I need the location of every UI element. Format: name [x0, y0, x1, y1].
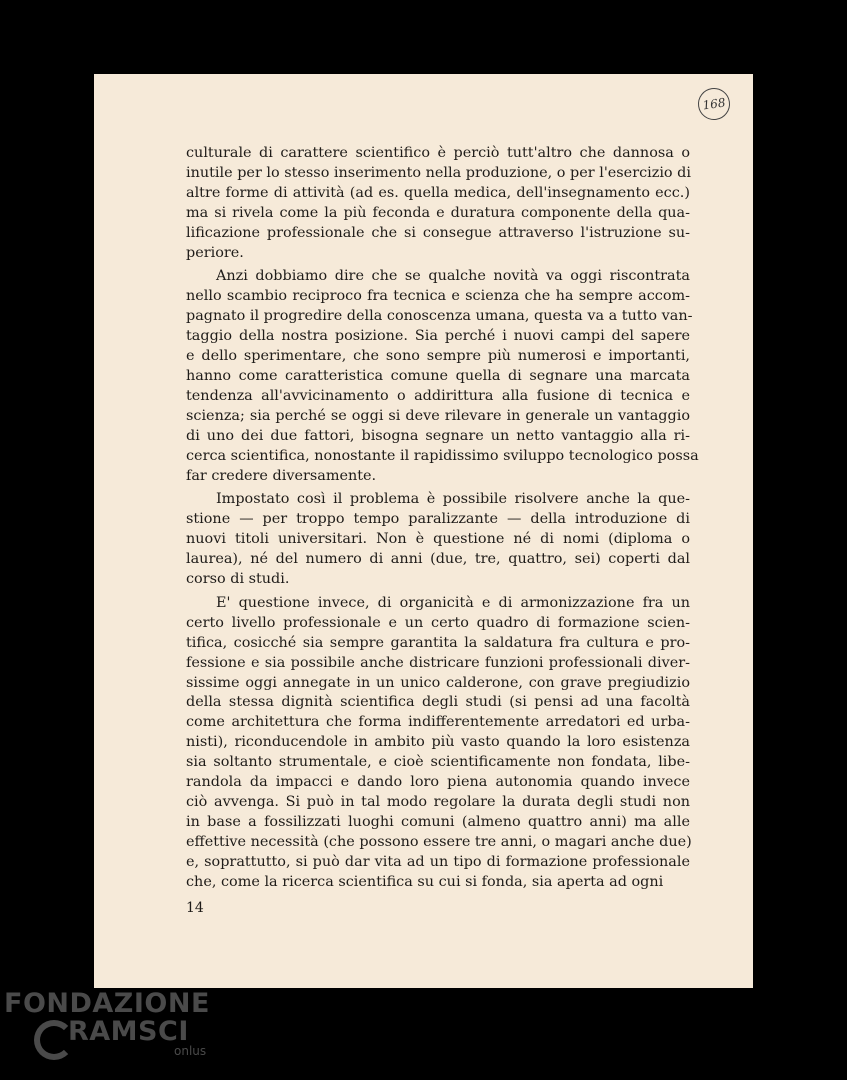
text-line: taggio della nostra posizione. Sia perché i nuovi campi del sapere [186, 328, 690, 345]
logo-line-1: FONDAZIONE [4, 988, 210, 1019]
text-line: nisti), riconducendole in ambito più vasto quando la loro esistenza [186, 734, 690, 751]
paragraph [186, 144, 690, 263]
text-line: della stessa dignità scientifica degli studi (si pensi ad una facoltà [186, 694, 690, 711]
text-line: scienza; sia perché se oggi si deve rilevare in generale un vantaggio [186, 407, 690, 424]
text-line: Anzi dobbiamo dire che se qualche novità va oggi riscontrata [216, 268, 690, 285]
document-page [94, 74, 753, 988]
text-line: tendenza all'avvicinamento o addirittura alla fusione di tecnica e [186, 387, 690, 404]
text-line: effettive necessità (che possono essere tre anni, o magari anche due) [186, 833, 692, 850]
text-line: fessione e sia possibile anche districare funzioni professionali diver- [186, 654, 690, 671]
text-line: pagnato il progredire della conoscenza umana, questa va a tutto van- [186, 308, 693, 325]
text-line: nuovi titoli universitari. Non è questione né di nomi (diploma o [186, 531, 690, 548]
text-line: E' questione invece, di organicità e di armonizzazione fra un [216, 594, 690, 611]
text-line: randola da impacci e dando loro piena autonomia quando invece [186, 774, 690, 791]
text-line: altre forme di attività (ad es. quella medica, dell'insegnamento ecc.) [186, 184, 690, 201]
text-line: e, soprattutto, si può dar vita ad un tipo di formazione professionale [186, 853, 690, 870]
paragraph [186, 594, 690, 893]
text-line: sissime oggi annegate in un unico calderone, con grave pregiudizio [186, 674, 690, 691]
archive-stamp: 168 [696, 86, 732, 122]
logo-line-2: RAMSCI [68, 1016, 189, 1047]
text-line: e dello sperimentare, che sono sempre più numerosi e importanti, [186, 348, 690, 365]
text-line: che, come la ricerca scientifica su cui si fonda, sia aperta ad ogni [186, 873, 664, 890]
text-line: ma si rivela come la più feconda e duratura componente della qua- [186, 204, 690, 221]
text-line: ciò avvenga. Si può in tal modo regolare la durata degli studi non [186, 794, 690, 810]
text-line: in base a fossilizzati luoghi comuni (almeno quattro anni) ma alle [186, 813, 690, 830]
text-line: sia soltanto strumentale, e cioè scientificamente non fondata, libe- [186, 754, 690, 771]
text-line: lificazione professionale che si consegue attraverso l'istruzione su- [186, 224, 690, 241]
text-line: periore. [186, 244, 244, 261]
text-line: culturale di carattere scientifico è perciò tutt'altro che dannosa o [186, 145, 690, 161]
page-number: 14 [186, 900, 204, 916]
logo-line-3: onlus [174, 1044, 207, 1058]
text-line: corso di studi. [186, 571, 290, 588]
text-line: nello scambio reciproco fra tecnica e scienza che ha sempre accom- [186, 288, 690, 305]
text-line: Impostato così il problema è possibile risolvere anche la que- [216, 491, 690, 508]
text-line: inutile per lo stesso inserimento nella produzione, o per l'esercizio di [186, 164, 691, 181]
body-text [186, 144, 699, 897]
text-line: certo livello professionale e un certo quadro di formazione scien- [186, 614, 690, 631]
text-line: come architettura che forma indifferentemente arredatori ed urba- [186, 714, 690, 731]
paragraph [186, 490, 690, 590]
text-line: tifica, cosicché sia sempre garantita la saldatura fra cultura e pro- [186, 634, 690, 651]
text-line: far credere diversamente. [186, 467, 377, 484]
text-line: laurea), né del numero di anni (due, tre, quattro, sei) coperti dal [186, 551, 690, 568]
text-line: cerca scientifica, nonostante il rapidissimo sviluppo tecnologico possa [186, 447, 699, 464]
fondazione-gramsci-logo [4, 990, 210, 1058]
logo-g-icon [34, 1020, 74, 1060]
text-line: di uno dei due fattori, bisogna segnare un netto vantaggio alla ri- [186, 427, 690, 444]
paragraph [186, 267, 699, 486]
text-line: hanno come caratteristica comune quella di segnare una marcata [186, 367, 690, 384]
text-line: stione — per troppo tempo paralizzante — della introduzione di [186, 511, 690, 528]
